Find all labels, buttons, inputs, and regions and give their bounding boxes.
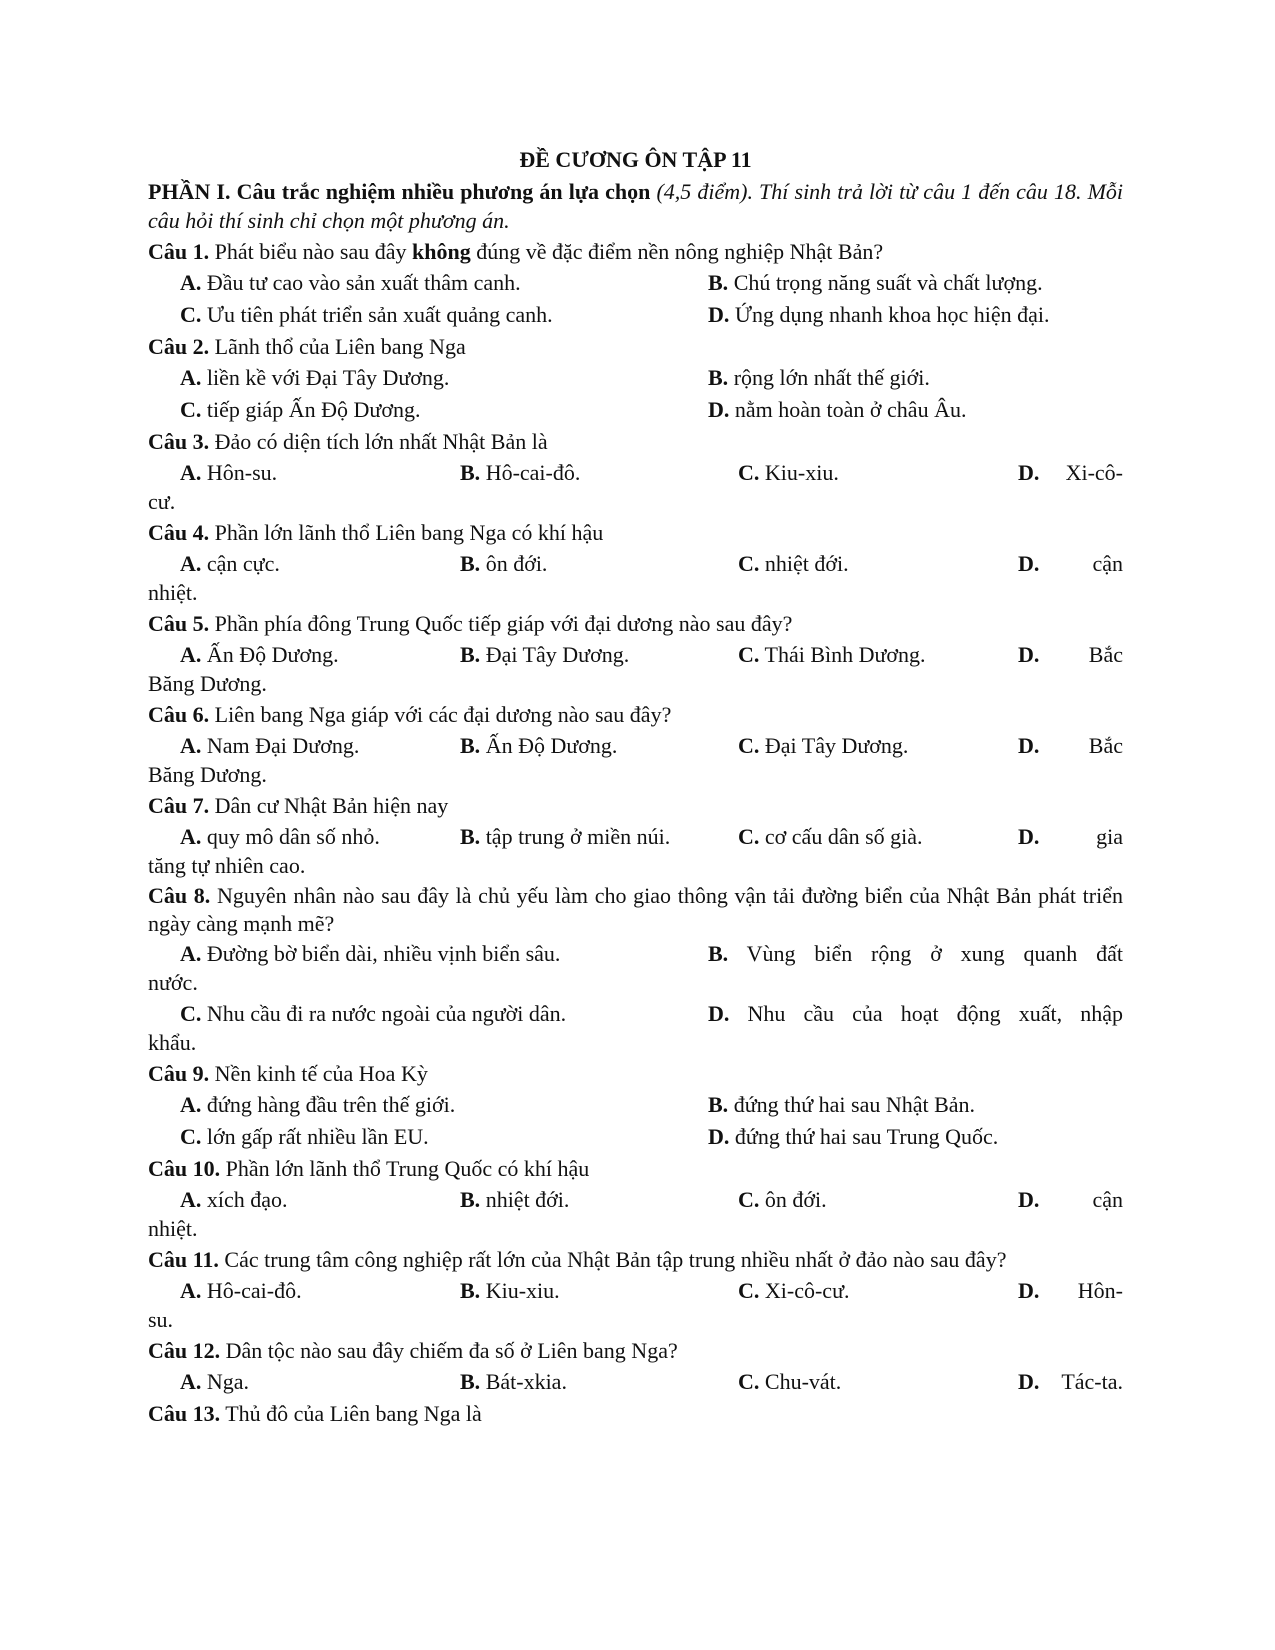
stem-text: Dân tộc nào sau đây chiếm đa số ở Liên bang Nga? — [220, 1338, 678, 1363]
question-number: Câu 8. — [148, 883, 211, 908]
question-number: Câu 11. — [148, 1247, 219, 1272]
option-text: Nga. — [206, 1369, 250, 1394]
option-d-wrap: Băng Dương. — [148, 671, 267, 696]
option-b — [708, 362, 1123, 394]
options-row — [148, 1366, 1123, 1398]
option-text: xích đạo. — [206, 1187, 288, 1212]
stem-emphasis: không — [411, 239, 471, 264]
option-text: Hôn- — [1077, 1278, 1123, 1303]
option-letter: C. — [180, 1124, 202, 1149]
question-7 — [148, 791, 1123, 881]
option-d-wrap: Băng Dương. — [148, 762, 267, 787]
option-a — [148, 267, 708, 299]
stem-text: Các trung tâm công nghiệp rất lớn của Nhật Bản tập trung nhiều nhất ở đảo nào sau đây? — [218, 1247, 1007, 1272]
options-row — [148, 730, 1123, 762]
option-letter: D. — [708, 1124, 730, 1149]
option-b — [460, 548, 547, 580]
option-d-wrap: cư. — [148, 489, 176, 514]
options-row — [148, 457, 1123, 489]
option-letter: A. — [180, 460, 202, 485]
option-b — [460, 730, 617, 762]
option-letter: A. — [180, 270, 202, 295]
part-label: PHẦN I. Câu trắc nghiệm nhiều phương án lựa chọn — [148, 179, 651, 204]
options-row — [148, 1121, 1123, 1153]
question-number: Câu 7. — [148, 793, 210, 818]
question-13 — [148, 1399, 1123, 1429]
option-letter: A. — [180, 1278, 202, 1303]
option-a — [180, 1366, 249, 1398]
option-letter: D. — [1018, 551, 1040, 576]
option-letter: C. — [738, 1187, 760, 1212]
option-letter: D. — [708, 302, 730, 327]
option-letter: D. — [1018, 642, 1040, 667]
question-1 — [148, 237, 1123, 331]
option-text: Đại Tây Dương. — [764, 733, 909, 758]
question-stem — [148, 791, 1123, 821]
option-letter: D. — [1018, 460, 1040, 485]
option-b — [460, 1366, 567, 1398]
option-a — [180, 821, 380, 853]
option-b — [708, 938, 1123, 970]
question-10 — [148, 1154, 1123, 1244]
option-text: nằm hoàn toàn ở châu Âu. — [734, 397, 967, 422]
question-number: Câu 10. — [148, 1156, 221, 1181]
options-row — [148, 938, 1123, 970]
question-9 — [148, 1059, 1123, 1153]
stem-text: Lãnh thổ của Liên bang Nga — [209, 334, 466, 359]
question-stem — [148, 1336, 1123, 1366]
option-a — [180, 1275, 302, 1307]
option-text: Nam Đại Dương. — [206, 733, 360, 758]
options-row — [148, 299, 1123, 331]
question-stem — [148, 332, 1123, 362]
options-row — [148, 1089, 1123, 1121]
options-row — [148, 639, 1123, 671]
option-c — [738, 1184, 827, 1216]
option-letter: B. — [708, 270, 729, 295]
option-text: liền kề với Đại Tây Dương. — [206, 365, 450, 390]
question-stem — [148, 1059, 1123, 1089]
question-8 — [148, 882, 1123, 1058]
question-5 — [148, 609, 1123, 699]
option-text: Hôn-su. — [206, 460, 278, 485]
option-letter: B. — [708, 1092, 729, 1117]
question-number: Câu 5. — [148, 611, 210, 636]
option-letter: B. — [460, 460, 481, 485]
option-text: cận — [1092, 551, 1123, 576]
option-text: tiếp giáp Ấn Độ Dương. — [206, 397, 421, 422]
option-letter: A. — [180, 1369, 202, 1394]
option-b — [708, 1089, 1123, 1121]
option-letter: D. — [1018, 733, 1040, 758]
stem-text: Nền kinh tế của Hoa Kỳ — [209, 1061, 428, 1086]
document-title: ĐỀ CƯƠNG ÔN TẬP 11 — [519, 147, 752, 172]
option-text: rộng lớn nhất thế giới. — [733, 365, 930, 390]
option-letter: B. — [460, 733, 481, 758]
option-d-wrap: tăng tự nhiên cao. — [148, 853, 306, 878]
option-text: Chu-vát. — [764, 1369, 842, 1394]
option-b-wrap: nước. — [148, 970, 198, 995]
option-text: Đầu tư cao vào sản xuất thâm canh. — [206, 270, 521, 295]
option-a — [180, 457, 277, 489]
option-text: Ứng dụng nhanh khoa học hiện đại. — [734, 302, 1050, 327]
option-letter: D. — [1018, 1187, 1040, 1212]
option-text: Bắc — [1088, 733, 1123, 758]
option-text: Đường bờ biển dài, nhiều vịnh biển sâu. — [206, 941, 561, 966]
option-c — [148, 998, 708, 1030]
part-rest: (4,5 điểm). Thí sinh trả lời từ câu 1 đến câu 18. Mỗi câu hỏi thí sinh chỉ chọn một phương án. — [148, 179, 1124, 233]
option-a — [148, 938, 708, 970]
option-a — [180, 548, 280, 580]
option-letter: C. — [180, 1001, 202, 1026]
option-letter: A. — [180, 733, 202, 758]
option-text: Xi-cô-cư. — [764, 1278, 850, 1303]
option-text: Hô-cai-đô. — [485, 460, 581, 485]
option-d — [708, 998, 1123, 1030]
stem-text: Thủ đô của Liên bang Nga là — [220, 1401, 482, 1426]
question-stem — [148, 237, 1123, 267]
question-number: Câu 9. — [148, 1061, 210, 1086]
option-text: ôn đới. — [764, 1187, 827, 1212]
option-c — [148, 394, 708, 426]
option-c — [738, 548, 849, 580]
option-b — [708, 267, 1123, 299]
option-letter: C. — [738, 1369, 760, 1394]
options-row — [148, 548, 1123, 580]
option-letter: C. — [180, 302, 202, 327]
option-text: Ấn Độ Dương. — [206, 642, 339, 667]
option-text: đứng hàng đầu trên thế giới. — [206, 1092, 456, 1117]
option-letter: A. — [180, 551, 202, 576]
stem-text: Phần lớn lãnh thổ Trung Quốc có khí hậu — [220, 1156, 590, 1181]
question-number: Câu 12. — [148, 1338, 221, 1363]
stem-text: Nguyên nhân nào sau đây là chủ yếu làm cho giao thông vận tải đường biển của Nhật Bản phát triển ngày càng mạnh mẽ? — [148, 883, 1124, 936]
option-a — [148, 362, 708, 394]
option-c — [738, 1275, 850, 1307]
option-text: Thái Bình Dương. — [764, 642, 926, 667]
option-c — [148, 1121, 708, 1153]
option-d-wrap: su. — [148, 1307, 174, 1332]
question-number: Câu 3. — [148, 429, 210, 454]
option-letter: A. — [180, 941, 202, 966]
option-d — [708, 299, 1123, 331]
option-text: đứng thứ hai sau Nhật Bản. — [733, 1092, 976, 1117]
option-text: Đại Tây Dương. — [485, 642, 630, 667]
option-letter: C. — [738, 642, 760, 667]
option-text: Chú trọng năng suất và chất lượng. — [733, 270, 1043, 295]
option-b — [460, 1184, 569, 1216]
option-text: Kiu-xiu. — [764, 460, 839, 485]
question-3 — [148, 427, 1123, 517]
option-text: Nhu cầu đi ra nước ngoài của người dân. — [206, 1001, 567, 1026]
option-b — [460, 457, 580, 489]
option-text: Hô-cai-đô. — [206, 1278, 302, 1303]
option-letter: B. — [460, 551, 481, 576]
options-row — [148, 394, 1123, 426]
option-text: Xi-cô- — [1065, 460, 1123, 485]
option-b — [460, 639, 629, 671]
stem-text: Phát biểu nào sau đây — [209, 239, 412, 264]
option-letter: B. — [460, 642, 481, 667]
option-letter: C. — [738, 824, 760, 849]
option-text: Bát-xkia. — [485, 1369, 567, 1394]
option-letter: B. — [460, 1278, 481, 1303]
option-letter: C. — [738, 733, 760, 758]
question-11 — [148, 1245, 1123, 1335]
option-b — [460, 1275, 560, 1307]
option-letter: A. — [180, 642, 202, 667]
option-letter: D. — [708, 397, 730, 422]
option-text: quy mô dân số nhỏ. — [206, 824, 380, 849]
option-letter: B. — [460, 824, 481, 849]
option-c — [148, 299, 708, 331]
option-c — [738, 457, 839, 489]
option-text: Bắc — [1088, 642, 1123, 667]
option-text: Kiu-xiu. — [485, 1278, 560, 1303]
option-text: lớn gấp rất nhiều lần EU. — [206, 1124, 429, 1149]
question-stem — [148, 609, 1123, 639]
stem-text: Phần phía đông Trung Quốc tiếp giáp với đại dương nào sau đây? — [209, 611, 793, 636]
option-d-wrap: nhiệt. — [148, 1216, 198, 1241]
option-letter: D. — [1018, 1369, 1040, 1394]
question-4 — [148, 518, 1123, 608]
question-6 — [148, 700, 1123, 790]
option-text: cận cực. — [206, 551, 280, 576]
option-c — [738, 1366, 841, 1398]
stem-text: Đảo có diện tích lớn nhất Nhật Bản là — [209, 429, 548, 454]
option-letter: A. — [180, 824, 202, 849]
option-text: đứng thứ hai sau Trung Quốc. — [734, 1124, 999, 1149]
question-stem — [148, 1154, 1123, 1184]
question-stem — [148, 518, 1123, 548]
part-instructions — [148, 177, 1123, 235]
options-row — [148, 362, 1123, 394]
option-c — [738, 639, 926, 671]
option-text: Ưu tiên phát triển sản xuất quảng canh. — [206, 302, 553, 327]
question-stem — [148, 882, 1123, 938]
option-letter: C. — [738, 460, 760, 485]
option-text: cơ cấu dân số già. — [764, 824, 923, 849]
option-letter: C. — [180, 397, 202, 422]
question-stem — [148, 700, 1123, 730]
option-text: Tác-ta. — [1061, 1369, 1123, 1394]
option-text: gia — [1096, 824, 1123, 849]
question-2 — [148, 332, 1123, 426]
option-text: ôn đới. — [485, 551, 548, 576]
question-number: Câu 2. — [148, 334, 210, 359]
document-page — [148, 144, 1123, 1429]
option-text: Nhu cầu của hoạt động xuất, nhập — [747, 1001, 1123, 1026]
option-d — [708, 394, 1123, 426]
option-b — [460, 821, 670, 853]
option-d — [708, 1121, 1123, 1153]
question-stem — [148, 427, 1123, 457]
option-a — [180, 639, 339, 671]
stem-text: Dân cư Nhật Bản hiện nay — [209, 793, 449, 818]
option-a — [180, 1184, 288, 1216]
option-letter: D. — [708, 1001, 730, 1026]
option-text: nhiệt đới. — [485, 1187, 570, 1212]
option-a — [148, 1089, 708, 1121]
option-letter: A. — [180, 1187, 202, 1212]
option-letter: B. — [460, 1369, 481, 1394]
option-text: cận — [1092, 1187, 1123, 1212]
option-d-wrap: khẩu. — [148, 1030, 197, 1055]
option-a — [180, 730, 359, 762]
option-letter: B. — [708, 365, 729, 390]
option-letter: C. — [738, 551, 760, 576]
option-c — [738, 821, 923, 853]
question-number: Câu 4. — [148, 520, 210, 545]
stem-text: Liên bang Nga giáp với các đại dương nào sau đây? — [209, 702, 672, 727]
option-text: tập trung ở miền núi. — [485, 824, 671, 849]
options-row — [148, 1184, 1123, 1216]
options-row — [148, 1275, 1123, 1307]
question-stem — [148, 1399, 1123, 1429]
question-number: Câu 1. — [148, 239, 210, 264]
option-letter: D. — [1018, 1278, 1040, 1303]
options-row — [148, 821, 1123, 853]
question-number: Câu 13. — [148, 1401, 221, 1426]
option-d-wrap: nhiệt. — [148, 580, 198, 605]
option-letter: A. — [180, 1092, 202, 1117]
question-stem — [148, 1245, 1123, 1275]
options-row — [148, 998, 1123, 1030]
option-text: Vùng biển rộng ở xung quanh đất — [746, 941, 1123, 966]
option-letter: B. — [708, 941, 729, 966]
option-letter: A. — [180, 365, 202, 390]
option-letter: B. — [460, 1187, 481, 1212]
option-letter: D. — [1018, 824, 1040, 849]
option-letter: C. — [738, 1278, 760, 1303]
options-row — [148, 267, 1123, 299]
stem-text: đúng về đặc điểm nền nông nghiệp Nhật Bản? — [470, 239, 884, 264]
question-12 — [148, 1336, 1123, 1398]
option-text: Ấn Độ Dương. — [485, 733, 618, 758]
option-c — [738, 730, 908, 762]
option-text: nhiệt đới. — [764, 551, 849, 576]
question-number: Câu 6. — [148, 702, 210, 727]
stem-text: Phần lớn lãnh thổ Liên bang Nga có khí hậu — [209, 520, 604, 545]
